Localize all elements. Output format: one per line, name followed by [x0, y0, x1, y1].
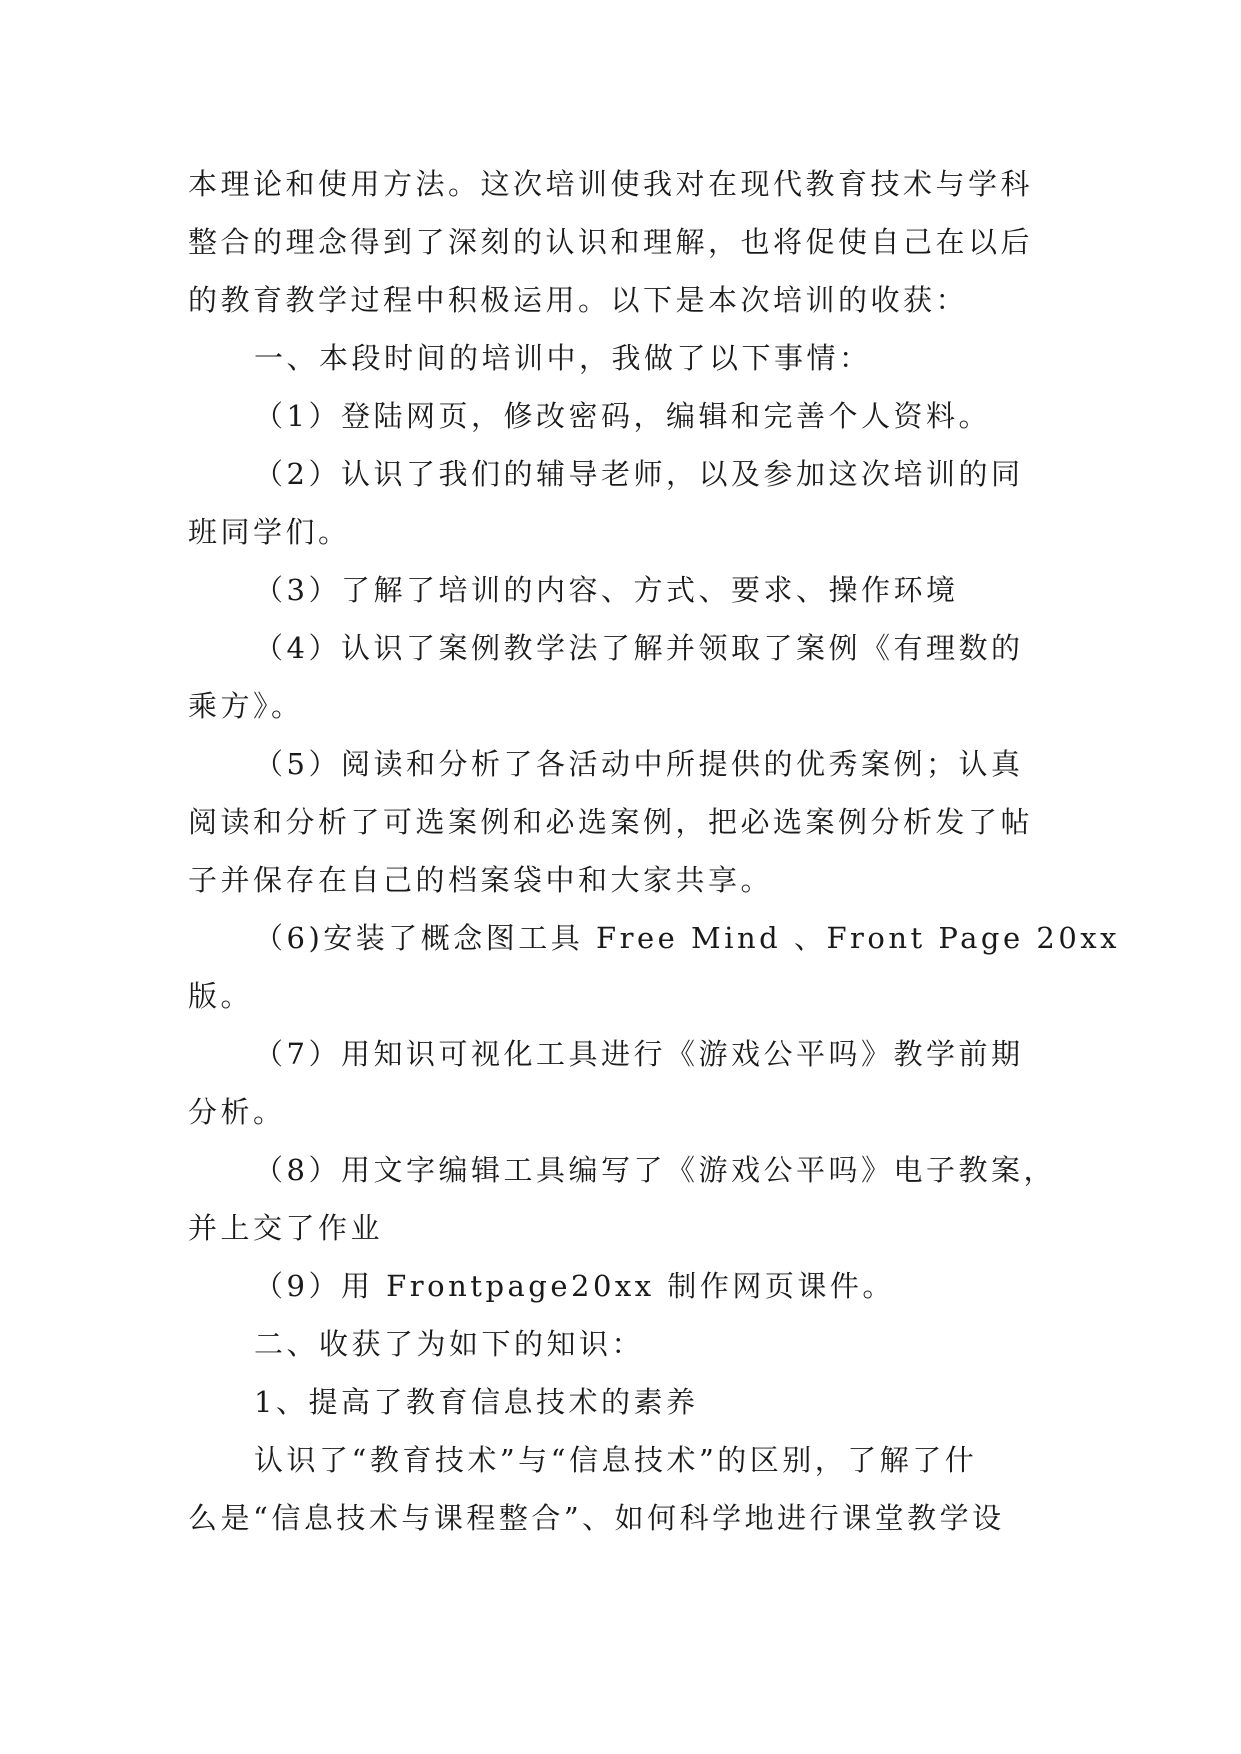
text-line: 本理论和使用方法。这次培训使我对在现代教育技术与学科	[188, 167, 1034, 201]
text-line: 版。	[188, 979, 254, 1013]
list-item: （2）认识了我们的辅导老师，以及参加这次培训的同	[254, 457, 1024, 491]
text-line: 么是“信息技术与课程整合”、如何科学地进行课堂教学设	[188, 1501, 1005, 1535]
list-item: （3）了解了培训的内容、方式、要求、操作环境	[254, 573, 959, 607]
section-heading: 二、收获了为如下的知识：	[254, 1327, 645, 1361]
list-item: （4）认识了案例教学法了解并领取了案例《有理数的	[254, 631, 1024, 665]
list-item: （6)安装了概念图工具 Free Mind 、Front Page 20xx	[254, 921, 1120, 955]
text-line: 的教育教学过程中积极运用。以下是本次培训的收获：	[188, 283, 969, 317]
text-line: 阅读和分析了可选案例和必选案例，把必选案例分析发了帖	[188, 805, 1034, 839]
text-line: 并上交了作业	[188, 1211, 384, 1245]
list-item: （5）阅读和分析了各活动中所提供的优秀案例；认真	[254, 747, 1024, 781]
list-item: （9）用 Frontpage20xx 制作网页课件。	[254, 1269, 895, 1303]
text-line: 乘方》。	[188, 689, 304, 723]
text-line: 分析。	[188, 1095, 286, 1129]
subsection-heading: 1、提高了教育信息技术的素养	[254, 1385, 699, 1419]
list-item: （1）登陆网页，修改密码，编辑和完善个人资料。	[254, 399, 991, 433]
paragraph-line: 认识了“教育技术”与“信息技术”的区别，了解了什	[254, 1443, 978, 1477]
text-line: 班同学们。	[188, 515, 351, 549]
document-body	[188, 155, 1120, 1547]
section-heading: 一、本段时间的培训中，我做了以下事情：	[254, 341, 872, 375]
list-item: （7）用知识可视化工具进行《游戏公平吗》教学前期	[254, 1037, 1024, 1071]
text-line: 整合的理念得到了深刻的认识和理解，也将促使自己在以后	[188, 225, 1034, 259]
text-line: 子并保存在自己的档案袋中和大家共享。	[188, 863, 774, 897]
list-item: （8）用文字编辑工具编写了《游戏公平吗》电子教案，	[254, 1153, 1056, 1187]
